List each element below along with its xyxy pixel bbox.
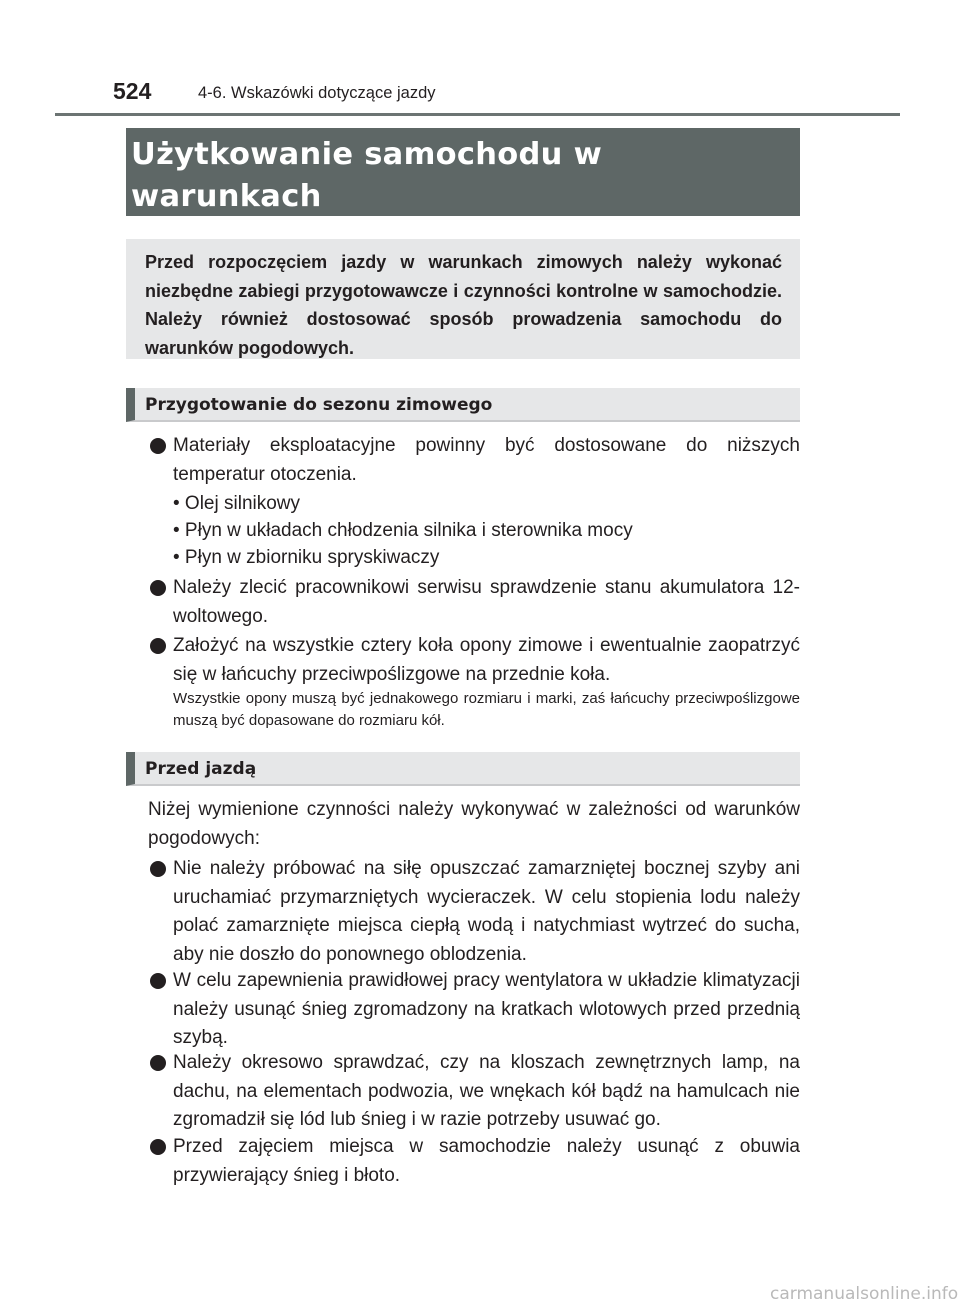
list-item — [148, 632, 800, 689]
section-label: 4-6. Wskazówki dotyczące jazdy — [198, 84, 436, 102]
subheading-winter-prep-label: Przygotowanie do sezonu zimowego — [145, 395, 493, 415]
subheading-winter-prep — [126, 388, 800, 422]
bullet-icon — [150, 861, 166, 877]
list-item-text: Założyć na wszystkie cztery koła opony zimowe i ewentualnie zaopatrzyć się w łańcuchy przeciwpoślizgowe na przednie koła. — [173, 635, 800, 685]
bullet-icon — [150, 438, 166, 454]
list-item-text: Nie należy próbować na siłę opuszczać zamarzniętej bocznej szyby ani uruchamiać przymarzniętych wycieraczek. W celu stopienia lodu należy polać zamarznięte miejsca ciepłą wodą i natychmiast wytrzeć do sucha, aby nie doszło do ponownego oblodzenia. — [173, 858, 800, 965]
intro-text: Przed rozpoczęciem jazdy w warunkach zimowych należy wykonać niezbędne zabiegi przygotowawcze i czynności kontrolne w samochodzie. Należy również dostosować sposób prowadzenia samochodu do warunków pogodowych. — [145, 252, 782, 358]
tire-note: Wszystkie opony muszą być jednakowego rozmiaru i marki, zaś łańcuchy przeciwpoślizgowe muszą być dopasowane do rozmiaru kół. — [173, 690, 800, 729]
bullet-icon — [150, 1055, 166, 1071]
page-title-line1: Użytkowanie samochodu w warunkach — [131, 137, 603, 214]
intro-box — [126, 239, 800, 359]
subheading-before-driving — [126, 752, 800, 786]
list-item-text: W celu zapewnienia prawidłowej pracy wentylatora w układzie klimatyzacji należy usunąć śnieg zgromadzony na kratkach wlotowych przed przednią szybą. — [173, 970, 800, 1048]
subheading-before-driving-label: Przed jazdą — [145, 759, 257, 779]
bullet-icon — [150, 1139, 166, 1155]
fluid-sublist — [173, 490, 793, 571]
list-item — [148, 855, 800, 969]
header-rule — [55, 113, 900, 116]
list-item — [148, 1049, 800, 1135]
title-box — [126, 128, 800, 216]
list-item-text: Materiały eksploatacyjne powinny być dostosowane do niższych temperatur otoczenia. — [173, 435, 800, 485]
list-item — [148, 432, 800, 489]
list-item — [148, 967, 800, 1053]
bullet-icon — [150, 973, 166, 989]
bullet-icon — [150, 580, 166, 596]
list-item — [148, 574, 800, 631]
bullet-icon — [150, 638, 166, 654]
list-item-text: Należy zlecić pracownikowi serwisu sprawdzenie stanu akumulatora 12-woltowego. — [173, 577, 800, 627]
sublist-item: • Płyn w układach chłodzenia silnika i sterownika mocy — [173, 520, 633, 541]
section-lead-text: Niżej wymienione czynności należy wykonywać w zależności od warunków pogodowych: — [148, 799, 800, 849]
page-number: 524 — [113, 78, 152, 104]
list-item-text: Należy okresowo sprawdzać, czy na kloszach zewnętrznych lamp, na dachu, na elementach podwozia, we wnękach kół bądź na hamulcach nie zgromadził się lód lub śnieg i w razie potrzeby usuwać go. — [173, 1052, 800, 1130]
list-item — [148, 1133, 800, 1190]
list-item-text: Przed zajęciem miejsca w samochodzie należy usunąć z obuwia przywierający śnieg i błoto. — [173, 1136, 800, 1186]
sublist-item: • Olej silnikowy — [173, 493, 301, 514]
watermark: carmanualsonline.info — [770, 1284, 959, 1304]
sublist-item: • Płyn w zbiorniku spryskiwaczy — [173, 547, 440, 568]
